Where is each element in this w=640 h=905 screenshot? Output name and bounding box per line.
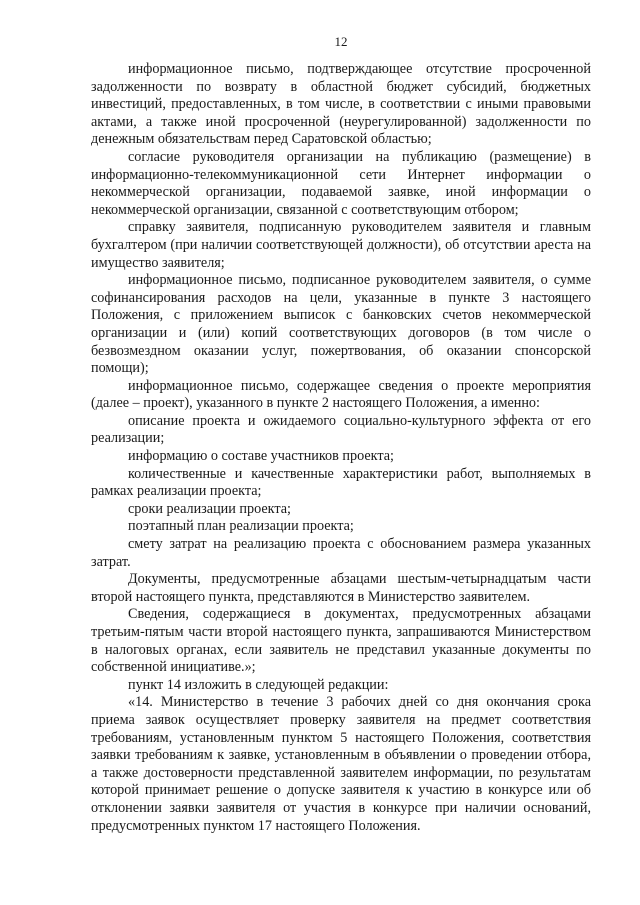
paragraph: информационное письмо, подтверждающее отсутствие просроченной задолженности по возврату в областной бюджет субсидий, бюджетных инвестиций, предоставленных, в том числе, в соответствии с иными правовыми актами, а также иной просроченной (неурегулированной) задолженности по денежным обязательствам перед Саратовской областью;: [91, 61, 591, 148]
paragraph: справку заявителя, подписанную руководителем заявителя и главным бухгалтером (при наличии соответствующей должности), об отсутствии ареста на имущество заявителя;: [91, 219, 591, 271]
paragraph: сроки реализации проекта;: [128, 500, 291, 517]
document-body: [91, 61, 591, 835]
paragraph: информационное письмо, содержащее сведения о проекте мероприятия (далее – проект), указанного в пункте 2 настоящего Положения, а именно:: [91, 377, 591, 412]
paragraph: количественные и качественные характеристики работ, выполняемых в рамках реализации проекта;: [91, 465, 591, 500]
paragraph: поэтапный план реализации проекта;: [128, 518, 354, 535]
paragraph: информацию о составе участников проекта;: [128, 448, 394, 465]
paragraph: информационное письмо, подписанное руководителем заявителя, о сумме софинансирования расходов на цели, указанные в пункте 3 настоящего Положения, с приложением выписок с банковских счетов некоммерческой организации и (или) копий соответствующих договоров (в том числе о безвозмездном оказании услуг, пожертвования, об оказании спонсорской помощи);: [91, 272, 591, 377]
page-number: 12: [334, 34, 348, 49]
paragraph: Сведения, содержащиеся в документах, предусмотренных абзацами третьим-пятым части второй настоящего пункта, запрашиваются Министерством в налоговых органах, если заявитель не представил указанные документы по собственной инициативе.»;: [91, 606, 591, 676]
paragraph: описание проекта и ожидаемого социально-культурного эффекта от его реализации;: [91, 412, 591, 447]
paragraph: согласие руководителя организации на публикацию (размещение) в информационно-телекоммуникационной сети Интернет информации о некоммерческой организации, подаваемой заявке, иной информации о некоммерческой организации, связанной с соответствующим отбором;: [91, 148, 591, 218]
paragraph: «14. Министерство в течение 3 рабочих дней со дня окончания срока приема заявок осуществляет проверку заявителя на предмет соответствия требованиям, установленным пунктом 5 настоящего Положения, соответствия заявки требованиям к заявке, установленным в объявлении о проведении отбора, а также достоверности представленной заявителем информации, по результатам которой принимает решение о допуске заявителя к участию в конкурсе или об отклонении заявки заявителя от участия в конкурсе при наличии оснований, предусмотренных пунктом 17 настоящего Положения.: [91, 694, 591, 834]
paragraph: Документы, предусмотренные абзацами шестым-четырнадцатым части второй настоящего пункта, представляются в Министерство заявителем.: [91, 571, 591, 605]
paragraph: смету затрат на реализацию проекта с обоснованием размера указанных затрат.: [91, 536, 591, 570]
paragraph: пункт 14 изложить в следующей редакции:: [128, 676, 389, 693]
